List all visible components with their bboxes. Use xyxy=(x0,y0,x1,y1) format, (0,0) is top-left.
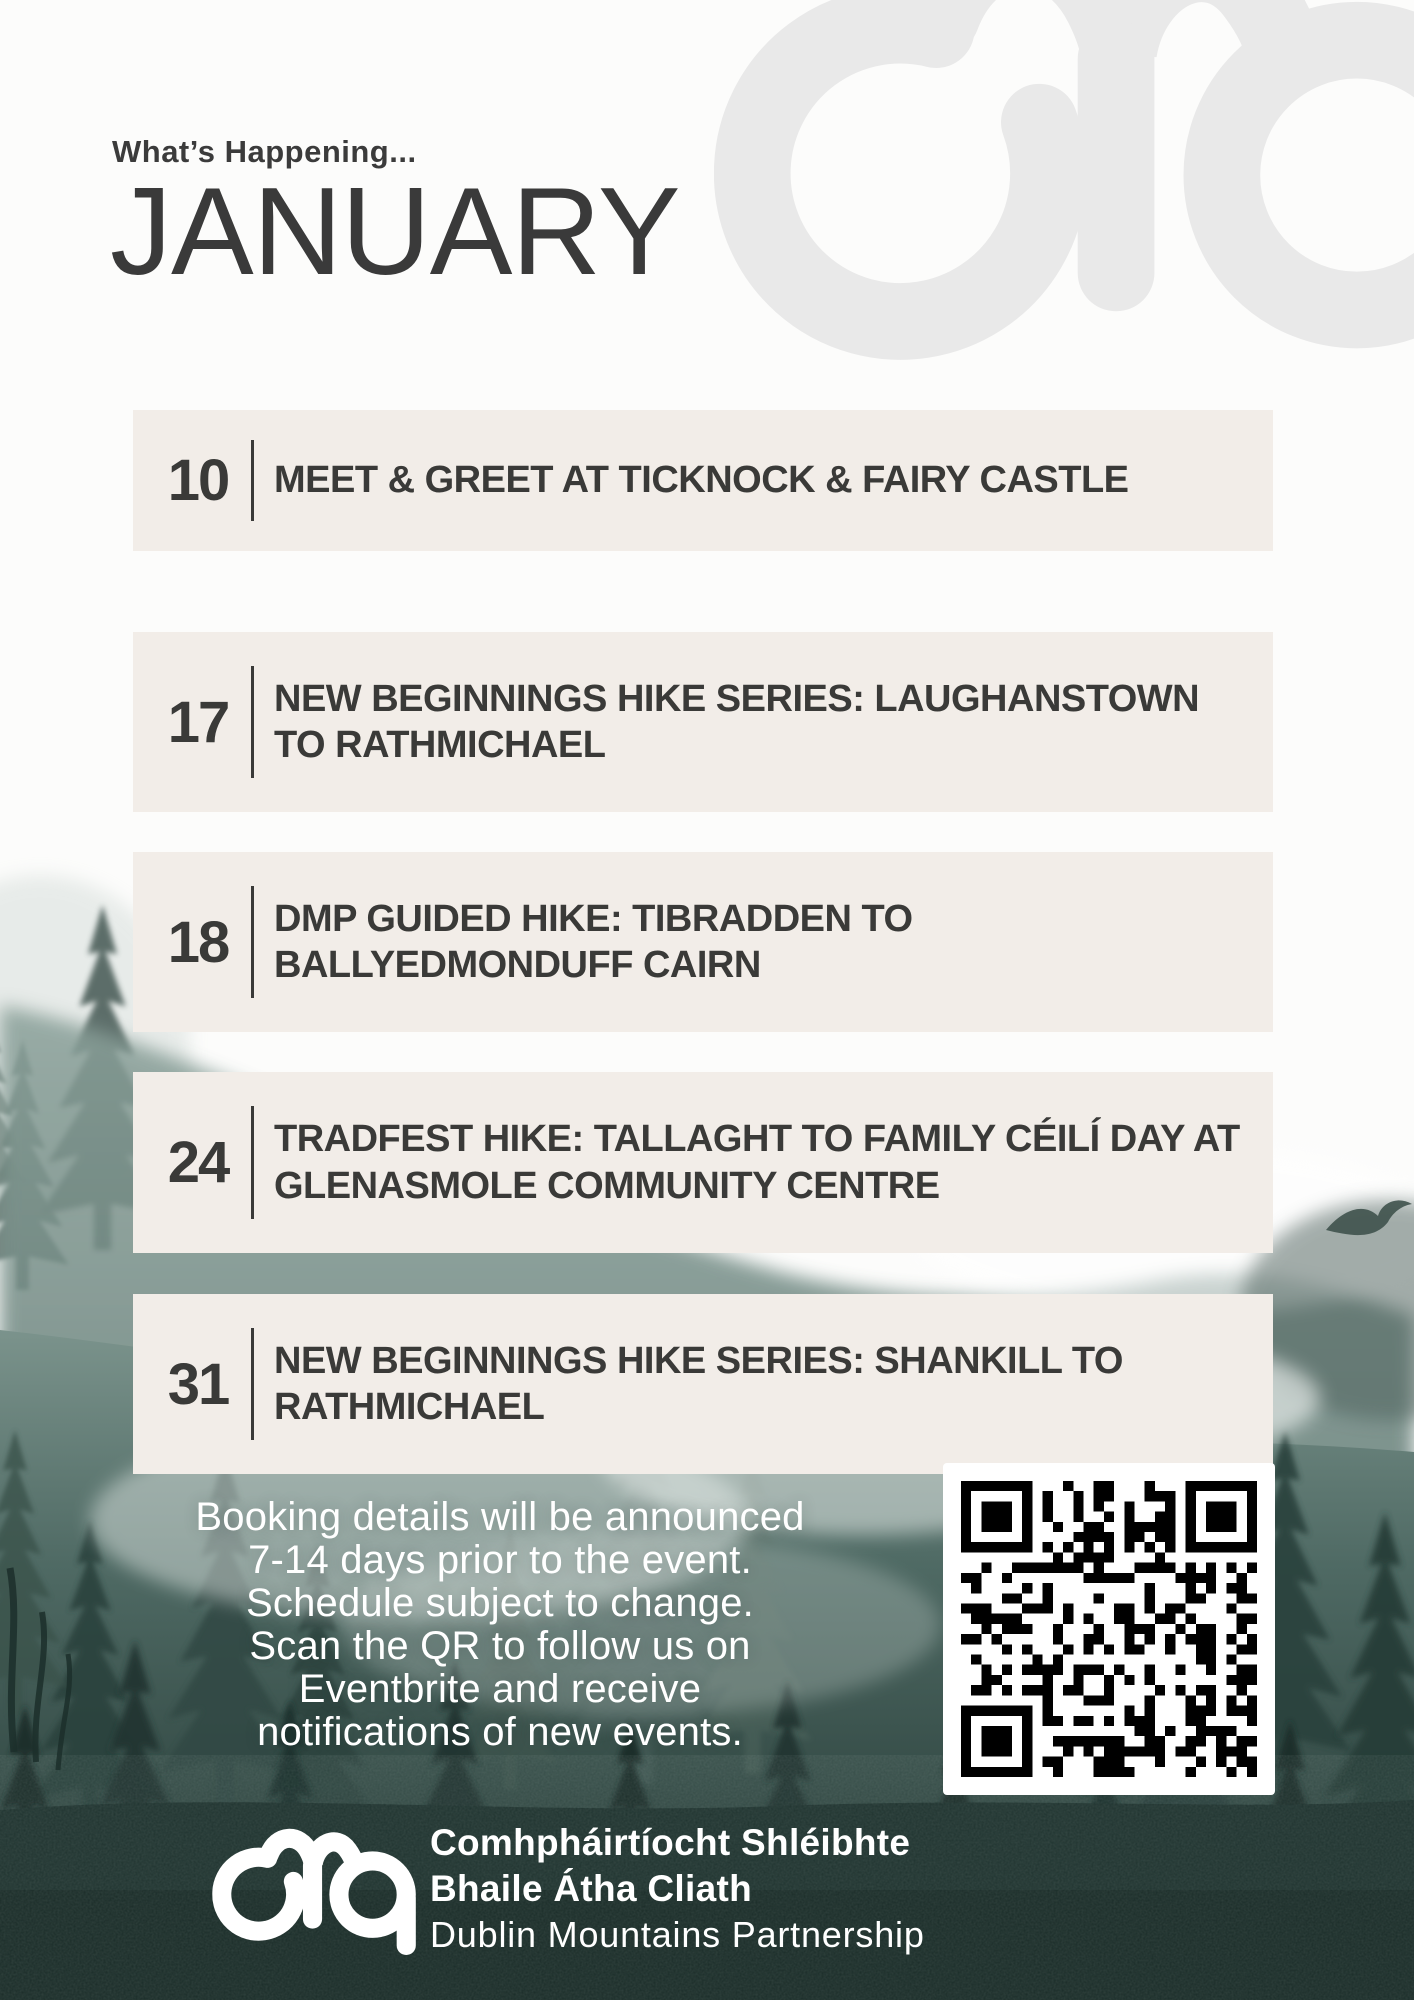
event-row-jan-18 xyxy=(133,852,1273,1032)
page-title-month: JANUARY xyxy=(110,163,680,301)
booking-line: Scan the QR to follow us on xyxy=(249,1624,751,1668)
event-day: 31 xyxy=(167,1351,229,1417)
event-day: 10 xyxy=(167,448,229,513)
footer-irish-line1: Comhpháirtíocht Shléibhte xyxy=(430,1822,911,1863)
event-row-jan-24 xyxy=(133,1072,1273,1253)
event-title: DMP GUIDED HIKE: TIBRADDEN TO BALLYEDMONDUFF CAIRN xyxy=(274,897,913,986)
event-day: 18 xyxy=(167,909,229,975)
booking-line: Eventbrite and receive xyxy=(298,1667,702,1711)
event-divider xyxy=(251,1106,254,1219)
footer-irish-line2: Bhaile Átha Cliath xyxy=(430,1868,752,1909)
event-row-jan-31 xyxy=(133,1294,1273,1474)
booking-line: Booking details will be announced xyxy=(195,1495,805,1539)
event-title: MEET & GREET AT TICKNOCK & FAIRY CASTLE xyxy=(274,459,1129,502)
qr-code-canvas xyxy=(961,1481,1257,1777)
booking-line: Schedule subject to change. xyxy=(246,1581,754,1625)
event-title: NEW BEGINNINGS HIKE SERIES: SHANKILL TO RATHMICHAEL xyxy=(274,1339,1123,1428)
booking-line: notifications of new events. xyxy=(257,1710,743,1754)
footer-org-text xyxy=(430,1820,925,1958)
qr-code xyxy=(943,1463,1275,1795)
dublin-mountains-partnership-logo-icon xyxy=(212,1826,417,1958)
event-row-jan-10 xyxy=(133,410,1273,551)
event-day: 24 xyxy=(167,1130,229,1195)
event-divider xyxy=(251,440,254,521)
event-divider xyxy=(251,666,254,778)
footer-english-line: Dublin Mountains Partnership xyxy=(430,1914,925,1955)
dmp-logo-watermark-icon xyxy=(714,0,1414,429)
event-title: TRADFEST HIKE: TALLAGHT TO FAMILY CÉILÍ DAY AT GLENASMOLE COMMUNITY CENTRE xyxy=(274,1118,1240,1207)
event-divider xyxy=(251,886,254,998)
eyebrow-text: What’s Happening... xyxy=(112,134,417,169)
event-row-jan-17 xyxy=(133,632,1273,812)
event-day: 17 xyxy=(167,689,229,755)
event-title: NEW BEGINNINGS HIKE SERIES: LAUGHANSTOWN TO RATHMICHAEL xyxy=(274,677,1200,766)
booking-line: 7-14 days prior to the event. xyxy=(248,1538,752,1582)
booking-note xyxy=(135,1496,865,1754)
event-divider xyxy=(251,1328,254,1440)
